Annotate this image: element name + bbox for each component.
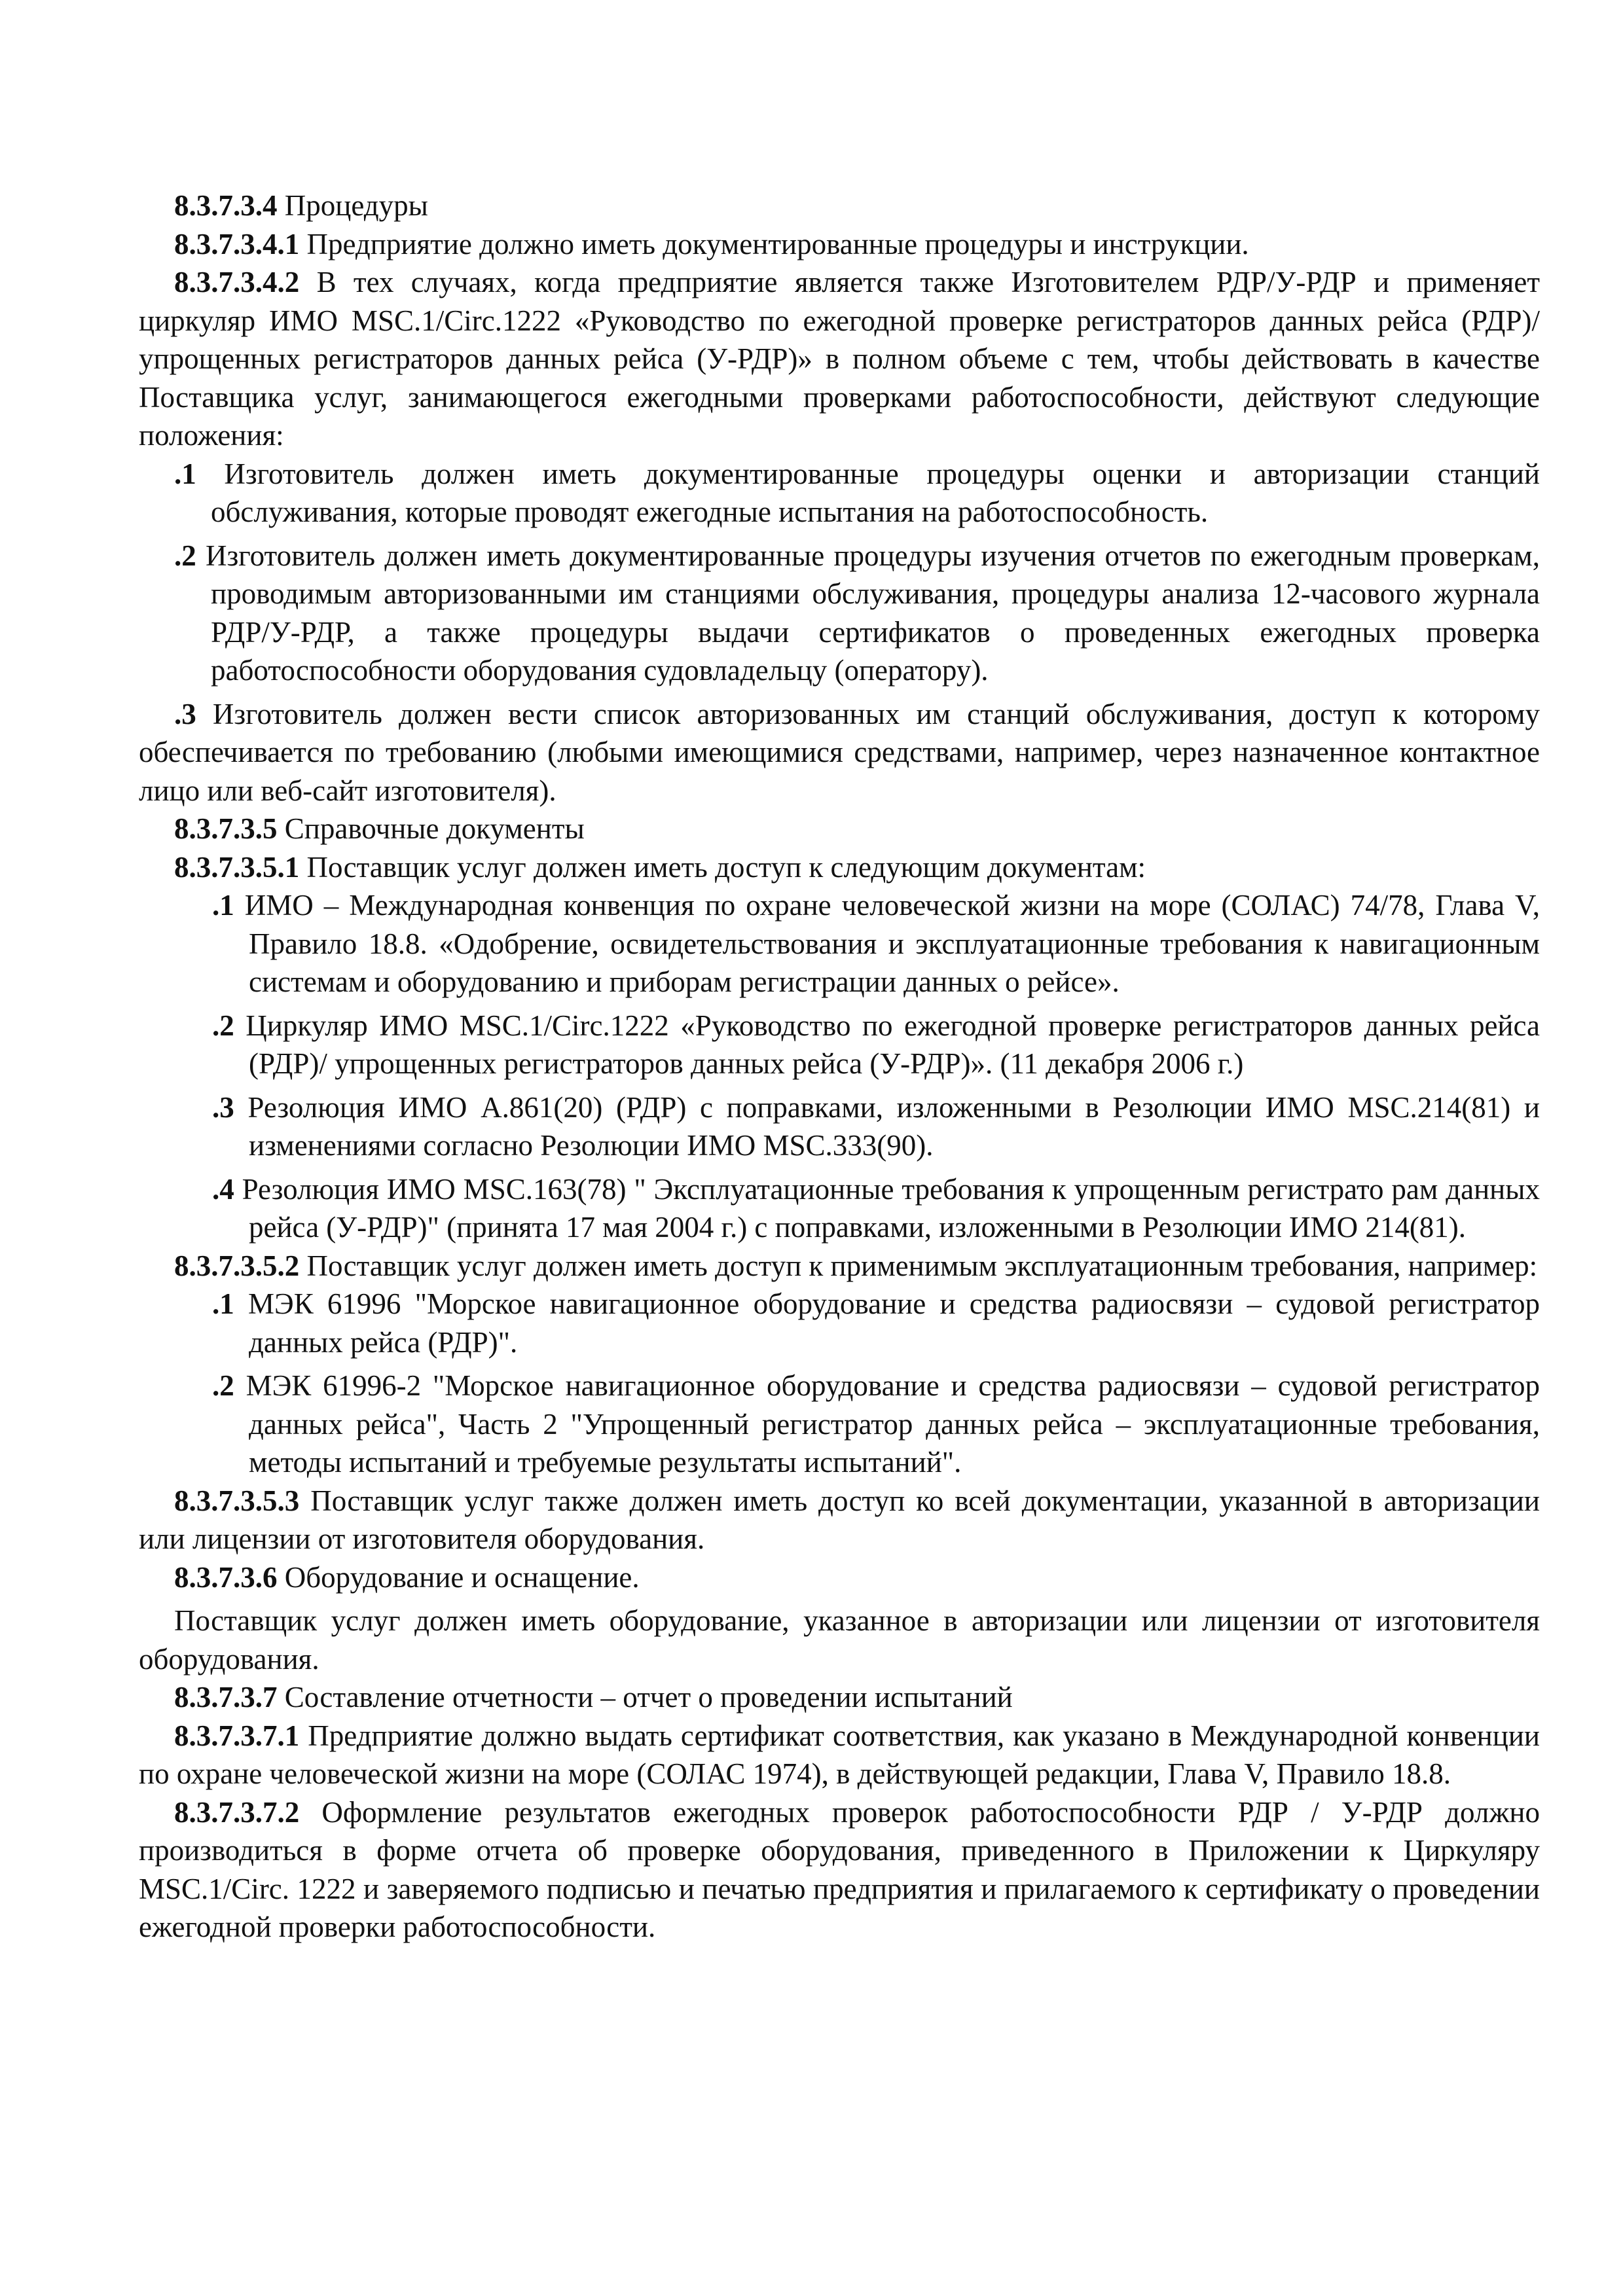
section-heading — [139, 810, 1540, 848]
item-number: .2 — [212, 1369, 234, 1402]
item-text: Изготовитель должен иметь документированные процедуры изучения отчетов по ежегодным проверкам, проводимым авторизованными им станциями обслуживания, процедуры анализа 12-часового журнала РДР/У-РДР, а также процедуры выдачи сертификатов о проведенных ежегодных проверка работоспособности оборудования судовладельцу (оператору). — [196, 539, 1540, 687]
section-heading — [139, 1678, 1540, 1717]
section-number: 8.3.7.3.4.2 — [174, 266, 300, 298]
section-number: 8.3.7.3.5.1 — [174, 850, 300, 884]
list-item — [139, 455, 1540, 531]
list-item — [139, 695, 1540, 810]
section-text: Поставщик услуг должен иметь доступ к применимым эксплуатационным требования, например: — [299, 1249, 1538, 1282]
section-paragraph — [139, 225, 1540, 264]
item-text: Изготовитель должен вести список авторизованных им станций обслуживания, доступ к которому обеспечивается по требованию (любыми имеющимися средствами, например, через назначенное контактное лицо или веб-сайт изготовителя). — [139, 697, 1540, 807]
section-number: 8.3.7.3.5.3 — [174, 1484, 300, 1517]
item-number: .2 — [174, 539, 196, 572]
list-item — [139, 1007, 1540, 1083]
section-number: 8.3.7.3.6 — [174, 1560, 278, 1594]
item-number: .1 — [212, 889, 234, 922]
list-item — [139, 1285, 1540, 1361]
section-number: 8.3.7.3.4 — [174, 189, 278, 222]
section-paragraph — [139, 848, 1540, 887]
section-text: Справочные документы — [277, 812, 585, 845]
section-text: Оформление результатов ежегодных проверок работоспособности РДР / У-РДР должно производиться в форме отчета об проверке оборудования, приведенного в Приложении к Циркуляру MSC.1/Circ. 1222 и заверяемого подписью и печатью предприятия и прилагаемого к сертификату о проведении ежегодной проверки работоспособности. — [139, 1795, 1540, 1943]
section-text: Поставщик услуг также должен иметь доступ ко всей документации, указанной в авторизации или лицензии от изготовителя оборудования. — [139, 1484, 1540, 1555]
item-number: .2 — [212, 1009, 234, 1042]
item-number: .3 — [174, 697, 196, 730]
section-text: Оборудование и оснащение. — [277, 1560, 640, 1594]
item-text: Резолюция ИМО А.861(20) (РДР) с поправками, изложенными в Резолюции ИМО MSC.214(81) и изменениями согласно Резолюции ИМО MSC.333(90). — [234, 1090, 1540, 1162]
item-text: Циркуляр ИМО MSC.1/Circ.1222 «Руководство по ежегодной проверке регистраторов данных рейса (РДР)/ упрощенных регистраторов данных рейса (У-РДР)». (11 декабря 2006 г.) — [234, 1009, 1540, 1080]
list-item — [139, 1367, 1540, 1482]
list-item — [139, 1088, 1540, 1165]
section-paragraph — [139, 263, 1540, 455]
item-number: .1 — [174, 457, 196, 490]
list-item — [139, 1170, 1540, 1247]
document-page — [139, 187, 1540, 1946]
section-number: 8.3.7.3.7.2 — [174, 1795, 300, 1829]
section-number: 8.3.7.3.7 — [174, 1681, 278, 1713]
item-text: ИМО – Международная конвенция по охране человеческой жизни на море (СОЛАС) 74/78, Глава V, Правило 18.8. «Одобрение, освидетельствования и эксплуатационные требования к навигационным системам и оборудованию и приборам регистрации данных о рейсе». — [234, 889, 1540, 998]
section-number: 8.3.7.3.7.1 — [174, 1719, 300, 1752]
item-text: Изготовитель должен иметь документированные процедуры оценки и авторизации станций обслуживания, которые проводят ежегодные испытания на работоспособность. — [196, 457, 1540, 528]
section-paragraph — [139, 1247, 1540, 1285]
section-text: Предприятие должно иметь документированные процедуры и инструкции. — [299, 227, 1249, 260]
item-text: Резолюция ИМО MSC.163(78) " Эксплуатационные требования к упрощенным регистрато рам данных рейса (У-РДР)" (принята 17 мая 2004 г.) с поправками, изложенными в Резолюции ИМО 214(81). — [234, 1172, 1540, 1244]
item-number: .4 — [212, 1172, 234, 1206]
section-text: В тех случаях, когда предприятие является также Изготовителем РДР/У-РДР и применяет циркуляр ИМО MSC.1/Circ.1222 «Руководство по ежегодной проверке регистраторов данных рейса (РДР)/ упрощенных регистраторов данных рейса (У-РДР)» в полном объеме с тем, чтобы действовать в качестве Поставщика услуг, занимающегося ежегодными проверками работоспособности, действуют следующие положения: — [139, 266, 1540, 452]
section-text: Предприятие должно выдать сертификат соответствия, как указано в Международной конвенции по охране человеческой жизни на море (СОЛАС 1974), в действующей редакции, Глава V, Правило 18.8. — [139, 1719, 1540, 1790]
item-text: МЭК 61996-2 "Морское навигационное оборудование и средства радиосвязи – судовой регистратор данных рейса", Часть 2 "Упрощенный регистратор данных рейса – эксплуатационные требования, методы испытаний и требуемые результаты испытаний". — [234, 1369, 1540, 1479]
section-number: 8.3.7.3.5 — [174, 812, 278, 845]
item-number: .3 — [212, 1090, 234, 1124]
item-number: .1 — [212, 1287, 234, 1320]
section-heading — [139, 187, 1540, 225]
section-text: Поставщик услуг должен иметь доступ к следующим документам: — [299, 850, 1146, 884]
section-text: Составление отчетности – отчет о проведении испытаний — [277, 1681, 1013, 1713]
list-item — [139, 886, 1540, 1001]
section-paragraph — [139, 1717, 1540, 1793]
list-item — [139, 537, 1540, 690]
section-number: 8.3.7.3.5.2 — [174, 1249, 300, 1282]
item-text: МЭК 61996 "Морское навигационное оборудование и средства радиосвязи – судовой регистратор данных рейса (РДР)". — [234, 1287, 1540, 1359]
section-text: Поставщик услуг должен иметь оборудование, указанное в авторизации или лицензии от изготовителя оборудования. — [139, 1604, 1540, 1676]
section-text: Процедуры — [277, 189, 428, 222]
section-number: 8.3.7.3.4.1 — [174, 227, 300, 260]
section-paragraph — [139, 1482, 1540, 1558]
section-paragraph — [139, 1602, 1540, 1678]
section-heading — [139, 1558, 1540, 1597]
section-paragraph — [139, 1793, 1540, 1946]
